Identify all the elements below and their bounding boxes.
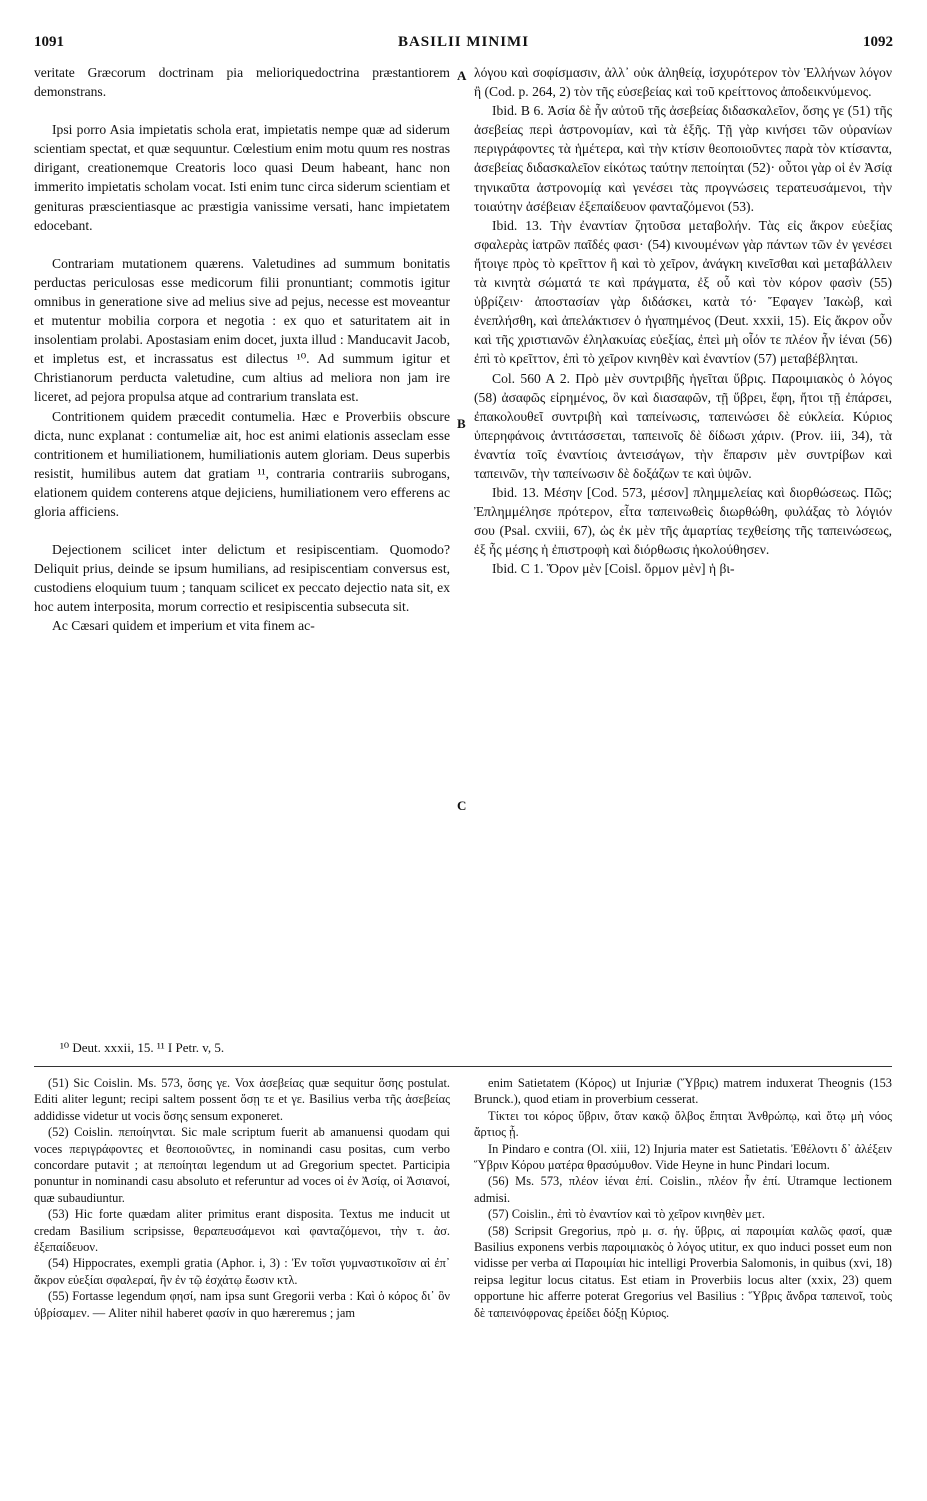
- page-header: [0, 34, 927, 56]
- note: (57) Coislin., ἐπὶ τὸ ἐναντίον καὶ τὸ χεῖρον κινηθὲν μετ.: [488, 1207, 765, 1222]
- notes-right-column: [474, 1075, 892, 1321]
- greek-paragraph: Col. 560 A 2. Πρὸ μὲν συντριβῆς ἡγεῖται ὕβρις. Παροιμιακὸς ὁ λόγος (58) ἀσαφῶς εἰρημένος, ὃν καὶ διασαφῶν, τῇ ὕβρει, ἔφη, ἤτοι τῇ ἐπάρσει, ἐπακολουθεῖ συντριβὴ καὶ ταπείνωσις, ταπεινώσει δὲ εὐκλεία. Κύριος ὑπερηφάνοις ἀντιτάσσεται, ταπεινοῖς δὲ δίδωσι χάριν. (Prov. iii, 34), τὰ ἐναντία τοῖς ἐναντίοις ἀντεισάγων, τὴν ἔπαρσιν μὲν συντρίβων καὶ ταπεινῶν, τὴν ταπείνωσιν δὲ δοξάζων τε καὶ ὑψῶν.: [474, 370, 892, 481]
- greek-paragraph: λόγου καὶ σοφίσμασιν, ἀλλ᾿ οὐκ ἀληθείᾳ, ἰσχυρότερον τὸν Ἑλλήνων λόγον ἢ (Cod. p. 264, 2) τὸν τῆς εὐσεβείας καὶ τοῦ κρείττονος ἀποδεικνύμενος.: [474, 65, 892, 100]
- scripture-footnotes: ¹⁰ Deut. xxxii, 15. ¹¹ I Petr. v, 5.: [60, 1040, 225, 1055]
- notes-divider: [34, 1066, 892, 1067]
- latin-paragraph: Ipsi porro Asia impietatis schola erat, impietatis nempe quæ ad siderum scientiam spectat, et quæ sequuntur. Cœlestium enim motu quum res nostras dirigant, creationemque Creatoris loco quasi Deum habeant, hanc non immerito impietatis scholam vocat. Isti enim tunc circa siderum scientiam et genituras præscientiasque ac præstigia vanissime versati, hanc impietatem edocebant.: [34, 122, 450, 233]
- notes-left-column: [34, 1075, 450, 1321]
- greek-paragraph: Ibid. 13. Μέσην [Cod. 573, μέσον] πλημμελείας καὶ διορθώσεως. Πῶς; Ἐπλημμέλησε πρότερον, εἶτα ταπεινωθεὶς διωρθώθη, φυλάξας τὸ λόγιόν σου (Psal. cxviii, 67), ὡς ἐκ μὲν τῆς ἁμαρτίας τεχθείσης τῆς ταπεινώσεως, ἐξ ἧς μέσης ἡ ἐπιστροφὴ καὶ διόρθωσις ἠκολούθησεν.: [474, 485, 892, 558]
- latin-paragraph: veritate Græcorum doctrinam pia melioriquedoctrina præstantiorem demonstrans.: [34, 65, 450, 100]
- note: In Pindaro e contra (Ol. xiii, 12) Injuria mater est Satietatis. Ἐθέλοντι δ᾿ ἀλέξειν Ὕβριν Κόρου ματέρα θρασύμυθον. Vide Heyne in hunc Pindari locum.: [474, 1141, 892, 1173]
- margin-letter-c: C: [457, 798, 467, 813]
- note: (55) Fortasse legendum φησί, nam ipsa sunt Gregorii verba : Καὶ ὁ κόρος δι᾿ ὃν ὑβρίσαμεν. — Aliter nihil haberet φασίν in quo hæreremus ; jam: [34, 1289, 450, 1320]
- latin-paragraph: Dejectionem scilicet inter delictum et resipiscentiam. Quomodo? Deliquit prius, deinde se ipsum humilians, ad resipiscentiam conversus est, custodiens eloquium tuum ; tanquam scilicet ex peccato dejectio nata sit, ex hoc autem interposita, morum correctio et resipiscentia subsecuta sit.: [34, 542, 450, 615]
- note: (53) Hic forte quædam aliter primitus erant disposita. Textus me inducit ut credam Basilium scripsisse, θεραπευσάμενοι καὶ φανταζόμενοι, τὴν τ. ἀσ. ἐξεπαίδευον.: [34, 1207, 450, 1255]
- greek-paragraph: Ibid. 13. Τὴν ἐναντίαν ζητοῦσα μεταβολήν. Τὰς εἰς ἄκρον εὐεξίας σφαλερὰς ἰατρῶν παῖδές φασι· (54) κινουμένων γὰρ πάντων τῶν ἐν γενέσει ἤτοιγε πρὸς τὸ κρεῖττον ἢ καὶ τὸ χεῖρον, ἀνάγκη κινεῖσθαι καὶ μεταβάλλειν τὰ κινητὰ σώματά τε καὶ πράγματα, ἐξ οὗ καὶ τὸν κόρον φασὶν (55) ὑβρίζειν· ἀποστασίαν γὰρ διδάσκει, κατὰ τό· Ἔφαγεν Ἰακὼβ, καὶ ἐνεπλήσθη, καὶ ἀπελάκτισεν ὁ ἠγαπημένος (Deut. xxxii, 15). Εἰς ἄκρον οὖν καὶ τῆς χριστιανῶν ἐληλακυίας εὐεξίας, ἐπεὶ μὴ οἷόν τε πλέον ἦν ἰέναι (56) ἐπὶ τὸ κρεῖττον, ἐπὶ τὸ χεῖρον κινηθὲν καὶ ἐναντίον (57) μεταβέβληται.: [474, 217, 892, 367]
- running-title: BASILII MINIMI: [397, 34, 530, 50]
- note: enim Satietatem (Κόρος) ut Injuriæ (Ὕβρις) matrem induxerat Theognis (153 Brunck.), quod etiam in proverbium cesserat.: [474, 1076, 892, 1107]
- greek-column: [474, 63, 892, 579]
- note: Τίκτει τοι κόρος ὕβριν, ὅταν κακῷ ὄλβος ἕπηται Ἀνθρώπῳ, καὶ ὅτῳ μὴ νόος ἄρτιος ᾖ.: [474, 1108, 892, 1140]
- greek-paragraph: Ibid. C 1. Ὅρον μὲν [Coisl. ὅρμον μὲν] ἡ βι-: [492, 561, 735, 577]
- latin-paragraph: Ac Cæsari quidem et imperium et vita finem ac-: [52, 618, 315, 634]
- page-number-left: 1091: [34, 34, 64, 50]
- note: (52) Coislin. πεποίηνται. Sic male scriptum fuerit ab amanuensi quodam qui voces περιγράφοντες et θεοποιοῦντες, in nominandi casu positas, cum verbo concordare putavit ; at πεποίηται legendum ut ad Gregorium spectet. Participia ponuntur in nominandi casu absoluto et referuntur ad voces οἱ ἐν Ἀσίᾳ, οἱ Ἀσιανοί, quæ subaudiuntur.: [34, 1125, 450, 1205]
- note: (56) Ms. 573, πλέον ἰέναι ἐπί. Coislin., πλέον ἦν ἐπί. Utramque lectionem admisi.: [474, 1174, 892, 1205]
- greek-paragraph: Ibid. B 6. Ἀσία δὲ ἦν αὐτοῦ τῆς ἀσεβείας διδασκαλεῖον, ὅσης γε (51) τῆς ἀσεβείας περὶ ἀστρονομίαν, καὶ τὰ ἑξῆς. Τῇ γὰρ κινήσει τῶν οὐρανίων περιγράφοντες τὰ ἡμέτερα, καὶ τὴν κτίσιν θεοποιοῦντες παρὰ τὸν κτίσαντα, ἀσεβείας διδασκαλεῖον εἰκότως ταύτην πεποίηται (52)· οὗτοι γὰρ οἱ ἐν Ἀσίᾳ τηνικαῦτα ἀστρονομίᾳ καὶ γενέσει τὰς προγνώσεις τερατευσάμενοι, τὴν τοιαύτην ἀσέβειαν ἐξεπαίδευον φανταζόμενοι (53).: [474, 103, 892, 214]
- latin-paragraph: Contrariam mutationem quærens. Valetudines ad summum bonitatis perductas periculosas esse medicorum filii pronuntiant; commotis igitur omnibus in generatione sive ad melius sive ad pejus, necesse est moveantur et mutentur mobilia corpora et negotia : ex quo et saturitatem ait in insolentiam prolabi. Apostasiam enim docet, juxta illud : Manducavit Jacob, et impletus est, et incrassatus est dilectus ¹⁰. Ad summum igitur et Christianorum perducta valetudine, cum altius ad meliora non jam ire liceret, ad pejora propulsa atque ad contrarium translata est.: [34, 255, 450, 405]
- margin-letter-a: A: [457, 68, 467, 83]
- margin-letter-b: B: [457, 416, 466, 431]
- note: (51) Sic Coislin. Ms. 573, ὅσης γε. Vox ἀσεβείας quæ sequitur ὅσης postulat. Editi aliter legunt; recipi saltem possent ὅσῃ τε et γε. Basilius verba τῆς ἀσεβείας addidisse videtur ut vocis ὅσης sensum exponeret.: [34, 1076, 450, 1123]
- page-number-right: 1092: [863, 34, 893, 50]
- latin-paragraph: Contritionem quidem præcedit contumelia. Hæc e Proverbiis obscure dicta, nunc explanat : contumeliæ ait, hoc est animi elationis asseclam esse contritionem et humiliationem, humiliationis autem gloriam. Deus superbis resistit, humilibus autem dat gratiam ¹¹, contraria contrariis subrogans, elationem quidem conterens atque dejiciens, humiliationem vero efferens ac gloria afficiens.: [34, 408, 450, 519]
- note: (58) Scripsit Gregorius, πρὸ μ. σ. ἡγ. ὕβρις, αἱ παροιμίαι καλῶς φασί, quæ Basilius exponens verbis παροιμιακὸς ὁ λόγος utitur, ex quo induci posset eum non vidisse per verba αἱ Παροιμίαι hic intelligi Proverbia Salomonis, in quibus (xvi, 18) reipsa legitur locus citatus. Est etiam in Proverbiis locus alter (xxix, 23) quem opportune hic afferre poterat Gregorius vel Basilius : Ὕβρις ἄνδρα ταπεινοῖ, τοὺς δὲ ταπεινόφρονας ἐρείδει δόξῃ Κύριος.: [474, 1223, 892, 1320]
- note: (54) Hippocrates, exempli gratia (Aphor. i, 3) : Ἐν τοῖσι γυμναστικοῖσιν αἱ ἐπ᾿ ἄκρον εὐεξίαι σφαλεραί, ἢν ἐν τῷ ἐσχάτῳ ἔωσιν κτλ.: [34, 1256, 450, 1287]
- latin-column: [34, 63, 450, 636]
